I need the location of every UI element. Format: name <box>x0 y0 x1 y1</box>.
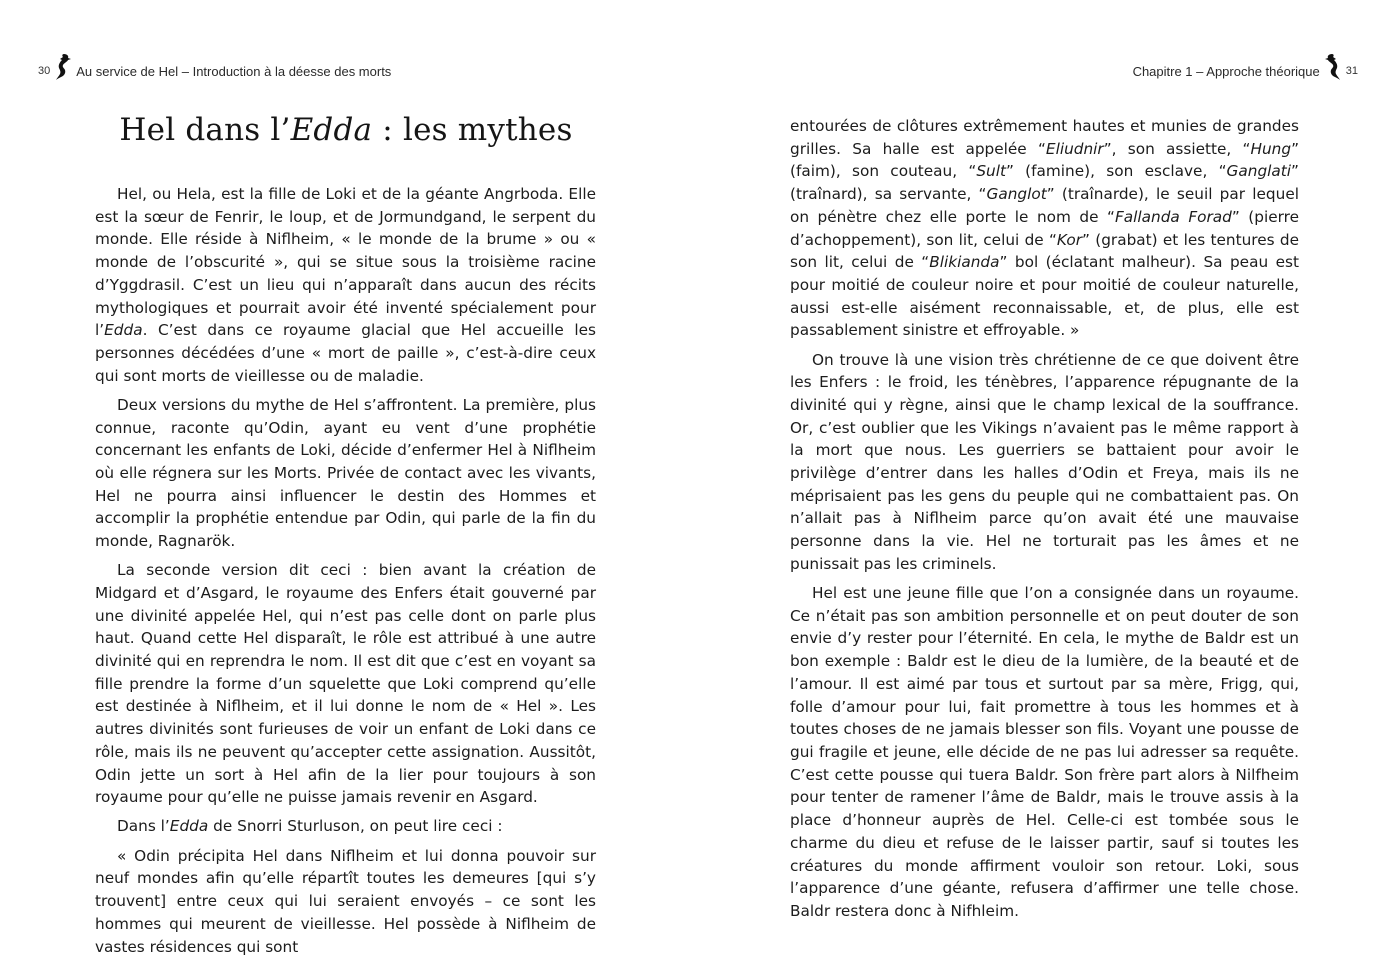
text-run: ” (grabat) et les tentures de son lit, celui de “ <box>790 230 1299 272</box>
title-part-1: Hel dans l’ <box>119 112 291 148</box>
text-run: ” bol (éclatant malheur). Sa peau est pour moitié de couleur noire et pour moitié de couleur naturelle, aussi est-elle aisément reconnaissable, et, de plus, elle est passablement sinistre et effroyable. » <box>790 253 1299 340</box>
italic-run: Eliudnir <box>1045 139 1104 158</box>
text-run: Dans l’ <box>117 817 170 836</box>
dragon-emblem-icon <box>54 53 72 81</box>
page-number-right: 31 <box>1345 65 1358 77</box>
dragon-emblem-icon <box>1324 53 1342 81</box>
quote-paragraph: « Odin précipita Hel dans Niflheim et lui donna pouvoir sur neuf mondes afin qu’elle répartît toutes les demeures [qui s’y trouvent] entre ceux qui lui seraient envoyés – ce sont les hommes qui meurent de vieillesse. Hel possède à Niflheim de vastes résidences qui sont <box>95 846 596 956</box>
italic-run: Ganglati <box>1226 162 1292 181</box>
paragraph: La seconde version dit ceci : bien avant la création de Midgard et d’Asgard, le royaume des Enfers était gouverné par une divinité appelée Hel, qui n’est pas celle dont on parle plus haut. Quand cette Hel disparaît, le rôle est attribué à une autre divinité qui en reprendra le nom. Il est dit que c’est en voyant sa fille prendre la forme d’un squelette que Loki comprend qu’elle est destinée à Niflheim, et il lui donne le nom de « Hel ». Les autres divinités sont furieuses de voir un enfant de Loki dans ce rôle, mais ils ne peuvent qu’accepter cette assignation. Aussitôt, Odin jette un sort à Hel afin de la lier pour toujours à son royaume pour qu’elle ne puisse jamais revenir en Asgard. <box>95 561 596 807</box>
paragraph: Deux versions du mythe de Hel s’affrontent. La première, plus connue, raconte qu’Odin, ayant eu vent d’une prophétie concernant les enfants de Loki, décide d’enfermer Hel à Niflheim où elle régnera sur les Morts. Privée de contact avec les vivants, Hel ne pourra ainsi influencer le destin des Hommes et accomplir la prophétie entendue par Odin, qui parle de la fin du monde, Ragnarök. <box>95 395 596 551</box>
text-run: ” (faim), son couteau, “ <box>790 139 1299 181</box>
italic-run: Hung <box>1250 139 1292 158</box>
quote-continuation <box>790 115 1299 342</box>
paragraph: On trouve là une vision très chrétienne de ce que doivent être les Enfers : le froid, les ténèbres, l’apparence répugnante de la divinité qui y règne, ainsi que le champ lexical de la souffrance. Or, c’est oublier que les Vikings n’avaient pas le même rapport à la mort que nous. Les guerriers se battaient pour avoir le privilège d’entrer dans les halles d’Odin et Freya, mais ils ne méprisaient pas les gens du peuple qui ne combattaient pas. On n’allait pas à Niflheim parce qu’on avait été une mauvaise personne dans la vie. Hel ne torturait pas les âmes et ne punissait pas les criminels. <box>790 350 1299 573</box>
title-italic: Edda <box>290 112 373 148</box>
page-number-left: 30 <box>38 65 51 77</box>
title-part-2: : les mythes <box>372 112 573 148</box>
text-run: ” (famine), son esclave, “ <box>1005 162 1227 181</box>
chapter-title <box>96 112 596 148</box>
running-head-title-right: Chapitre 1 – Approche théorique <box>1132 63 1320 79</box>
running-head-left <box>38 61 391 81</box>
text-run: ” (pierre d’achoppement), son lit, celui de “ <box>790 207 1300 249</box>
text-run: ” (traînarde), le seuil par lequel on pénètre chez elle porte le nom de “ <box>790 185 1299 226</box>
text-run: ” (traînard), sa servante, “ <box>790 162 1299 204</box>
text-run: Hel, ou Hela, est la fille de Loki et de la géante Angrboda. Elle est la sœur de Fenrir, le loup, et de Jormundgand, le serpent du monde. Elle réside à Niflheim, « le monde de la brume » ou « monde de l’obscurité », qui se situe sous la troisième racine d’Yggdrasil. C’est un lieu qui n’apparaît dans aucun des récits mythologiques et pourrait avoir été inventé spécialement pour l’ <box>95 185 596 340</box>
italic-run: Edda <box>169 817 209 836</box>
italic-run: Kor <box>1056 230 1083 249</box>
italic-run: Edda <box>104 321 143 340</box>
paragraph <box>95 815 596 838</box>
right-body-text <box>790 115 1299 929</box>
running-head-title-left: Au service de Hel – Introduction à la déesse des morts <box>76 63 392 79</box>
text-run: entourées de clôtures extrêmement hautes et munies de grandes grilles. Sa halle est appelée “ <box>790 117 1299 158</box>
italic-run: Blikianda <box>929 253 1000 272</box>
italic-run: Ganglot <box>986 185 1047 204</box>
text-run: ”, son assiette, “ <box>1103 139 1251 158</box>
running-head-right <box>1133 61 1358 81</box>
text-run: de Snorri Sturluson, on peut lire ceci : <box>208 817 503 836</box>
paragraph: Hel est une jeune fille que l’on a consignée dans un royaume. Ce n’était pas son ambition personnelle et on peut douter de son envie d’y rester pour l’éternité. En cela, le mythe de Baldr est un bon exemple : Baldr est le dieu de la lumière, de la beauté et de l’amour. Il est aimé par tous et surtout par sa mère, Frigg, qui, folle d’amour pour lui, fait promettre à tous les hommes et à toutes choses de ne jamais blesser son fils. Voyant une pousse de gui fragile et jeune, elle décide de ne pas lui adresser sa requête. C’est cette pousse qui tuera Baldr. Son frère part alors à Nilfheim pour tenter de ramener l’âme de Baldr, mais le trouve assis à la place d’honneur auprès de Hel. Celle-ci est tombée sous le charme du dieu et refuse de le laisser partir, sauf si toutes les créatures du monde affirment vouloir son retour. Loki, sous l’apparence d’une géante, refusera d’affirmer une telle chose. Baldr restera donc à Nifhleim. <box>790 584 1299 920</box>
italic-run: Sult <box>976 162 1006 181</box>
italic-run: Fallanda Forad <box>1114 207 1232 226</box>
text-run: . C’est dans ce royaume glacial que Hel accueille les personnes décédées d’une « mort de paille », c’est-à-dire ceux qui sont morts de vieillesse ou de maladie. <box>95 321 596 385</box>
left-body-text <box>95 183 596 965</box>
paragraph <box>95 183 596 387</box>
